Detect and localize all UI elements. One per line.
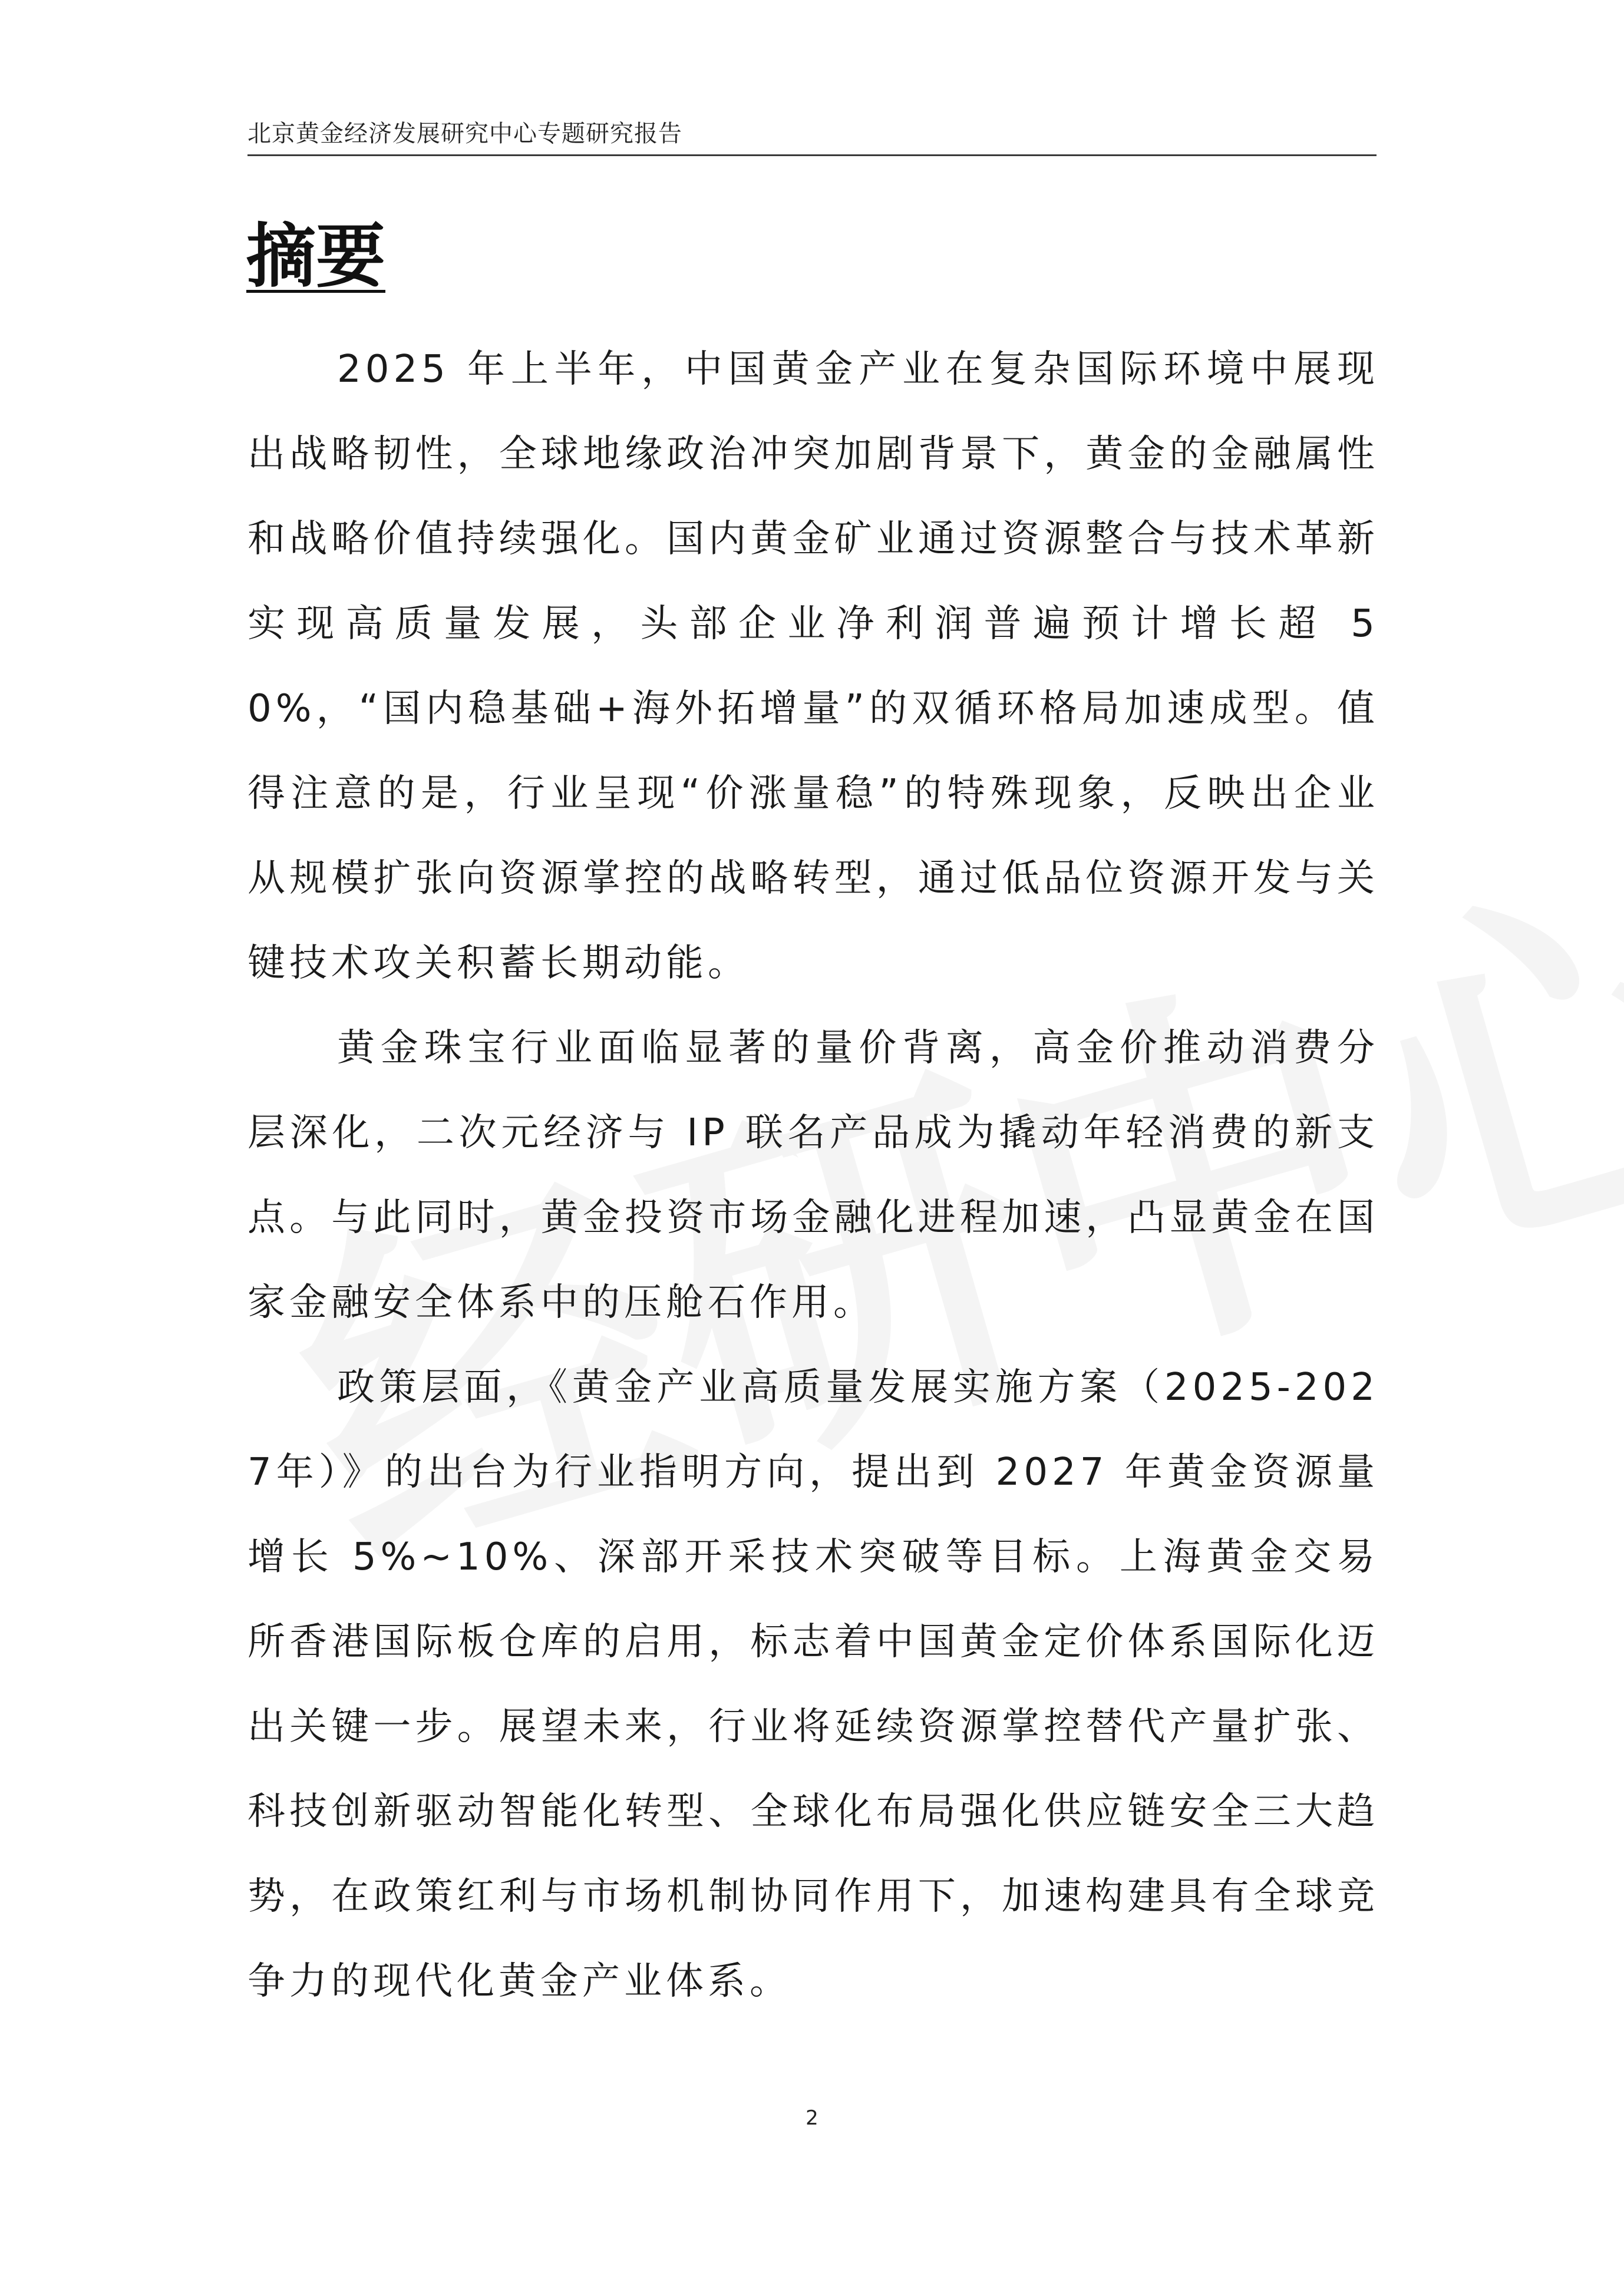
header-text: 北京黄金经济发展研究中心专题研究报告 [247, 120, 682, 147]
paragraph-1: 2025 年上半年，中国黄金产业在复杂国际环境中展现出战略韧性，全球地缘政治冲突加剧背景下，黄金的金融属性和战略价值持续强化。国内黄金矿业通过资源整合与技术革新实现高质量发展，头部企业净利润普遍预计增长超 50%，“国内稳基础+海外拓增量”的双循环格局加速成型。值得注意的是，行业呈现“价涨量稳”的特殊现象，反映出企业从规模扩张向资源掌控的战略转型，通过低品位资源开发与关键技术攻关积蓄长期动能。 [247, 348, 1379, 985]
page-number: 2 [806, 2106, 818, 2130]
paragraph-2: 黄金珠宝行业面临显著的量价背离，高金价推动消费分层深化，二次元经济与 IP 联名产品成为撬动年轻消费的新支点。与此同时，黄金投资市场金融化进程加速，凸显黄金在国家金融安全体系中的压舱石作用。 [247, 1026, 1379, 1324]
abstract-body [247, 327, 1379, 2024]
running-header [247, 117, 1377, 156]
section-title: 摘要 [246, 215, 386, 297]
paragraph-3: 政策层面，《黄金产业高质量发展实施方案（2025-2027年）》的出台为行业指明方向，提出到 2027 年黄金资源量增长 5%~10%、深部开采技术突破等目标。上海黄金交易所香港国际板仓库的启用，标志着中国黄金定价体系国际化迈出关键一步。展望未来，行业将延续资源掌控替代产量扩张、科技创新驱动智能化转型、全球化布局强化供应链安全三大趋势，在政策红利与市场机制协同作用下，加速构建具有全球竞争力的现代化黄金产业体系。 [247, 1366, 1379, 2003]
